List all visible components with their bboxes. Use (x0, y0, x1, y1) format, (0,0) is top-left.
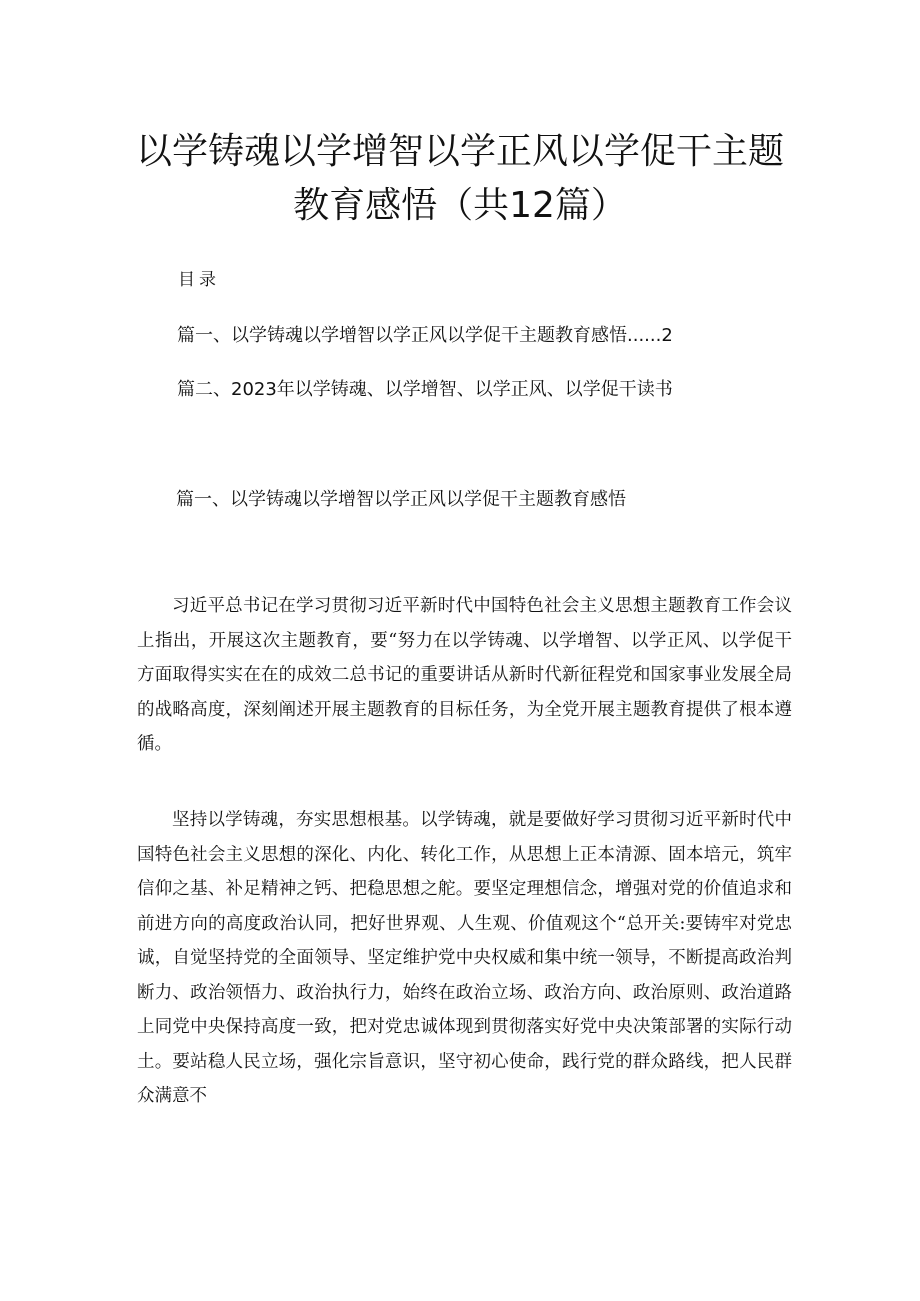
document-title-line-2: 教育感悟（共12篇） (293, 185, 627, 226)
body-paragraph-2 (137, 803, 792, 1114)
body-paragraph-1 (137, 589, 792, 762)
paragraph-text: 坚持以学铸魂，夯实思想根基。以学铸魂，就是要做好学习贯彻习近平新时代中国特色社会主义思想的深化、内化、转化工作，从思想上正本清源、固本培元，筑牢信仰之基、补足精神之钙、把稳思想之舵。要坚定理想信念，增强对党的价值追求和前进方向的高度政治认同，把好世界观、人生观、价值观这个“总开关:要铸牢对党忠诚，自觉坚持党的全面领导、坚定维护党中央权威和集中统一领导，不断提高政治判断力、政治领悟力、政治执行力，始终在政治立场、政治方向、政治原则、政治道路上同党中央保持高度一致，把对党忠诚体现到贯彻落实好党中央决策部署的实际行动土。要站稳人民立场，强化宗旨意识，坚守初心使命，践行党的群众路线，把人民群众满意不 (137, 810, 792, 1106)
paragraph-text: 习近平总书记在学习贯彻习近平新时代中国特色社会主义思想主题教育工作会议上指出，开展这次主题教育，要“努力在以学铸魂、以学增智、以学正风、以学促干方面取得实实在在的成效二总书记的重要讲话从新时代新征程党和国家事业发展全局的战略高度，深刻阐述开展主题教育的目标任务，为全党开展主题教育提供了根本遵循。 (137, 596, 792, 754)
toc-item-1[interactable]: 篇一、以学铸魂以学增智以学正风以学促干主题教育感悟......2 (177, 325, 673, 346)
toc-item-2[interactable]: 篇二、2023年以学铸魂、以学增智、以学正风、以学促干读书 (177, 379, 673, 400)
section-heading: 篇一、以学铸魂以学增智以学正风以学促干主题教育感悟 (176, 489, 626, 510)
document-title-line-1: 以学铸魂以学增智以学正风以学促干主题 (135, 131, 784, 172)
toc-label: 目录 (178, 270, 220, 290)
